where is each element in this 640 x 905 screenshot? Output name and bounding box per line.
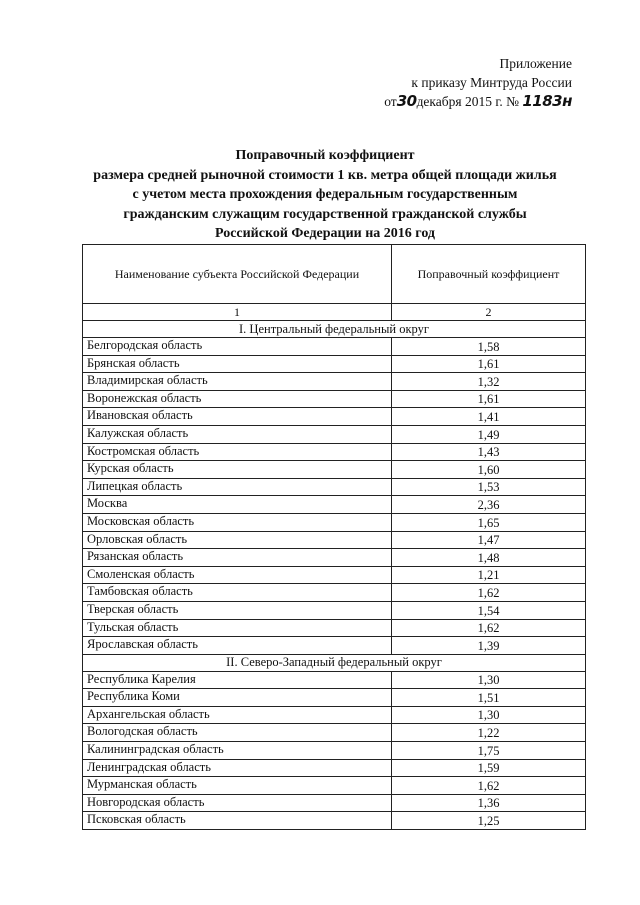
table-row xyxy=(83,777,586,795)
coefficient-value: 1,53 xyxy=(392,478,586,496)
order-date-prefix: от xyxy=(384,94,397,109)
coefficient-value: 1,54 xyxy=(392,601,586,619)
appendix-header xyxy=(384,54,572,111)
region-name: Брянская область xyxy=(83,355,392,373)
table-row xyxy=(83,549,586,567)
coefficient-value: 1,65 xyxy=(392,513,586,531)
coefficient-value: 1,32 xyxy=(392,373,586,391)
region-name: Архангельская область xyxy=(83,706,392,724)
table-row xyxy=(83,794,586,812)
table-row xyxy=(83,531,586,549)
order-reference: к приказу Минтруда России xyxy=(411,75,572,90)
coefficient-value: 1,43 xyxy=(392,443,586,461)
table-row xyxy=(83,812,586,830)
coefficient-value: 1,51 xyxy=(392,689,586,707)
region-name: Ленинградская область xyxy=(83,759,392,777)
title-line-5: Российской Федерации на 2016 год xyxy=(214,226,435,241)
coefficient-value: 1,21 xyxy=(392,566,586,584)
coefficient-value: 1,62 xyxy=(392,619,586,637)
order-date-middle: декабря 2015 г. № xyxy=(416,94,519,109)
column-number-1: 1 xyxy=(83,304,392,321)
order-date-line xyxy=(384,92,572,111)
coefficient-value: 1,25 xyxy=(392,812,586,830)
table-row xyxy=(83,461,586,479)
coefficient-value: 1,49 xyxy=(392,425,586,443)
document-title xyxy=(60,146,590,244)
region-name: Смоленская область xyxy=(83,566,392,584)
coefficient-value: 1,62 xyxy=(392,584,586,602)
table-row xyxy=(83,443,586,461)
coefficient-value: 1,36 xyxy=(392,794,586,812)
region-name: Ярославская область xyxy=(83,637,392,655)
region-name: Тверская область xyxy=(83,601,392,619)
region-name: Псковская область xyxy=(83,812,392,830)
coefficient-value: 1,22 xyxy=(392,724,586,742)
coefficient-value: 1,60 xyxy=(392,461,586,479)
coefficient-value: 1,48 xyxy=(392,549,586,567)
region-name: Курская область xyxy=(83,461,392,479)
appendix-label: Приложение xyxy=(499,56,572,71)
region-name: Вологодская область xyxy=(83,724,392,742)
region-name: Республика Коми xyxy=(83,689,392,707)
region-name: Москва xyxy=(83,496,392,514)
region-name: Тамбовская область xyxy=(83,584,392,602)
table-row xyxy=(83,601,586,619)
title-line-1: Поправочный коэффициент xyxy=(235,148,415,163)
coefficient-value: 1,41 xyxy=(392,408,586,426)
table-row xyxy=(83,390,586,408)
table-row xyxy=(83,355,586,373)
table-row xyxy=(83,689,586,707)
table-row xyxy=(83,373,586,391)
district-name: I. Центральный федеральный округ xyxy=(83,321,586,338)
column-number-2: 2 xyxy=(392,304,586,321)
region-name: Ивановская область xyxy=(83,408,392,426)
table-header-row xyxy=(83,245,586,304)
table-row xyxy=(83,478,586,496)
region-name: Белгородская область xyxy=(83,338,392,356)
region-name: Новгородская область xyxy=(83,794,392,812)
region-name: Московская область xyxy=(83,513,392,531)
column-header-coefficient: Поправочный коэффициент xyxy=(392,245,586,304)
region-name: Калужская область xyxy=(83,425,392,443)
table-row xyxy=(83,759,586,777)
region-name: Республика Карелия xyxy=(83,671,392,689)
table-row xyxy=(83,513,586,531)
table-row xyxy=(83,671,586,689)
region-name: Владимирская область xyxy=(83,373,392,391)
region-name: Костромская область xyxy=(83,443,392,461)
district-row xyxy=(83,321,586,338)
table-row xyxy=(83,706,586,724)
region-name: Рязанская область xyxy=(83,549,392,567)
coefficient-value: 1,75 xyxy=(392,742,586,760)
region-name: Орловская область xyxy=(83,531,392,549)
district-name: II. Северо-Западный федеральный округ xyxy=(83,654,586,671)
column-number-row xyxy=(83,304,586,321)
region-name: Калининградская область xyxy=(83,742,392,760)
handwritten-order-number: 1183н xyxy=(522,92,572,110)
table-row xyxy=(83,619,586,637)
table-row xyxy=(83,742,586,760)
coefficient-value: 1,39 xyxy=(392,637,586,655)
column-header-region: Наименование субъекта Российской Федерации xyxy=(83,245,392,304)
table-row xyxy=(83,724,586,742)
coefficient-value: 1,61 xyxy=(392,390,586,408)
region-name: Тульская область xyxy=(83,619,392,637)
table-row xyxy=(83,566,586,584)
table-row xyxy=(83,425,586,443)
table-row xyxy=(83,584,586,602)
title-line-3: с учетом места прохождения федеральным государственным xyxy=(132,187,518,202)
region-name: Воронежская область xyxy=(83,390,392,408)
coefficient-value: 2,36 xyxy=(392,496,586,514)
coefficient-value: 1,30 xyxy=(392,671,586,689)
coefficient-value: 1,62 xyxy=(392,777,586,795)
title-line-2: размера средней рыночной стоимости 1 кв. метра общей площади жилья xyxy=(93,167,557,183)
district-row xyxy=(83,654,586,671)
handwritten-day: 30 xyxy=(396,92,417,110)
coefficient-value: 1,58 xyxy=(392,338,586,356)
coefficient-table xyxy=(82,244,586,830)
table-row xyxy=(83,408,586,426)
table-row xyxy=(83,496,586,514)
coefficient-value: 1,61 xyxy=(392,355,586,373)
region-name: Липецкая область xyxy=(83,478,392,496)
coefficient-value: 1,30 xyxy=(392,706,586,724)
title-line-4: гражданским служащим государственной гражданской службы xyxy=(123,206,527,222)
table-row xyxy=(83,338,586,356)
coefficient-value: 1,47 xyxy=(392,531,586,549)
table-row xyxy=(83,637,586,655)
coefficient-value: 1,59 xyxy=(392,759,586,777)
region-name: Мурманская область xyxy=(83,777,392,795)
